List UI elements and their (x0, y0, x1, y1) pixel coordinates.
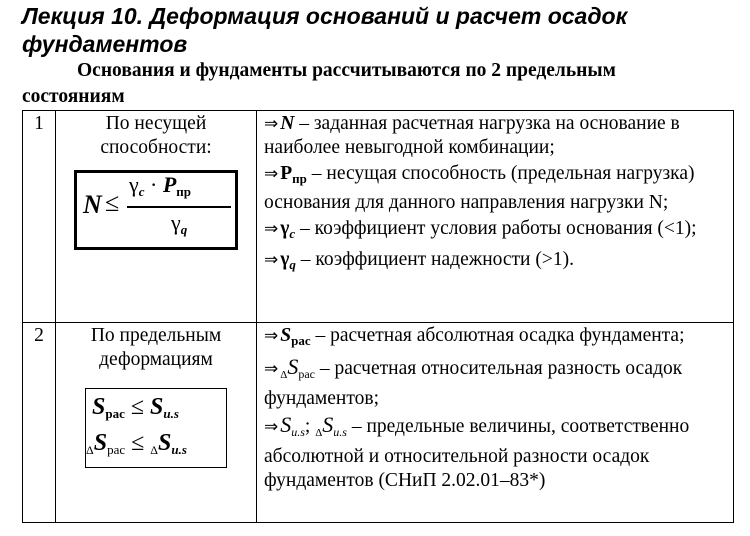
delta-symbol: Δ (315, 427, 323, 439)
dot: · (150, 172, 158, 197)
fraction-bar (127, 206, 231, 208)
condition-label: По предельным деформациям (90, 325, 222, 370)
symbol: γ (280, 249, 290, 270)
subtitle-line-1: Основания и фундаменты рассчитываются по 2 предельным (77, 60, 616, 81)
row-number: 2 (23, 323, 56, 523)
description-cell (257, 111, 734, 323)
description-text: – расчетная абсолютная осадка фундамента; (310, 325, 685, 346)
description-item (264, 324, 727, 353)
description-item (264, 248, 727, 277)
formula-op: ≤ (130, 394, 145, 420)
symbol: γ (280, 218, 290, 239)
description-text: – несущая способность (предельная нагрузка) основания для данного направления нагрузки N; (264, 163, 695, 213)
p-sub: пр (176, 184, 192, 199)
condition-cell (56, 323, 257, 523)
table-row (23, 111, 734, 323)
description-item (264, 112, 727, 160)
symbol: S (287, 354, 299, 379)
implies-icon: ⇒ (264, 417, 279, 437)
description-item (264, 162, 727, 215)
symbol-sub: рас (291, 333, 311, 348)
implies-icon: ⇒ (264, 326, 279, 346)
p-symbol: P (162, 172, 177, 197)
subtitle-line-2: состояниям (22, 86, 125, 107)
formula-op: ≤ (105, 188, 120, 217)
description-item (264, 355, 727, 411)
bearing-capacity-formula (74, 170, 238, 250)
formula-line-2 (86, 431, 187, 462)
description-text: – заданная расчетная нагрузка на основание в наиболее невыгодной комбинации; (264, 113, 680, 158)
gamma-q: γ (171, 210, 181, 235)
s-sub: рас (105, 406, 125, 421)
delta-symbol: Δ (280, 369, 288, 381)
delta-symbol: Δ (150, 443, 159, 457)
symbol-sub: u.s (333, 425, 347, 439)
formula-lhs: N (83, 190, 102, 219)
row-number: 1 (23, 111, 56, 323)
description-text: – коэффициент надежности (>1). (295, 249, 574, 270)
formula-op: ≤ (131, 430, 145, 456)
s-symbol: S (92, 394, 106, 420)
subtitle (22, 58, 742, 110)
description-text: – коэффициент условия работы основания (<1); (295, 218, 697, 239)
formula-numerator (129, 173, 191, 204)
symbol: S (322, 412, 334, 437)
su-sub: u.s (163, 406, 179, 421)
implies-icon: ⇒ (264, 164, 279, 184)
formula-denominator (171, 211, 187, 242)
s-symbol: S (150, 394, 164, 420)
implies-icon: ⇒ (264, 359, 279, 379)
symbol-sub: u.s (291, 425, 305, 439)
su-sub: u.s (171, 442, 187, 457)
delta-symbol: Δ (86, 443, 94, 457)
description-item (264, 413, 727, 493)
symbol: S (280, 325, 292, 346)
symbol: N (280, 113, 295, 134)
symbol-sub: пр (292, 171, 307, 186)
implies-icon: ⇒ (264, 114, 279, 134)
symbol-sub: рас (298, 367, 315, 381)
description-item (264, 217, 727, 246)
gamma-c-sub: c (138, 184, 145, 199)
description-text: – расчетная относительная разность осадок фундаментов; (264, 358, 683, 409)
gamma-q-sub: q (180, 222, 188, 237)
deformation-formula (85, 388, 227, 468)
symbol-sub: c (289, 226, 296, 241)
condition-cell (56, 111, 257, 323)
symbol: P (280, 163, 293, 184)
s-symbol: S (93, 430, 108, 456)
gamma-c: γ (129, 172, 139, 197)
condition-label: По несущей способности: (100, 113, 212, 158)
limit-states-table (22, 110, 734, 523)
description-cell (257, 323, 734, 523)
symbol-sub: q (289, 257, 296, 272)
implies-icon: ⇒ (264, 219, 279, 239)
s-symbol: S (158, 430, 172, 456)
s-sub: рас (107, 442, 126, 457)
lecture-title: Лекция 10. Деформация оснований и расчет осадок фундаментов (22, 3, 628, 57)
description-text: – предельные величины, соответственно абсолютной и относительной разности осадок фундаментов (СНиП 2.02.01–83*) (264, 416, 690, 491)
symbol: S (280, 412, 292, 437)
formula-line-1 (92, 395, 179, 426)
separator: ; (304, 416, 316, 437)
table-row (23, 323, 734, 523)
implies-icon: ⇒ (264, 250, 279, 270)
